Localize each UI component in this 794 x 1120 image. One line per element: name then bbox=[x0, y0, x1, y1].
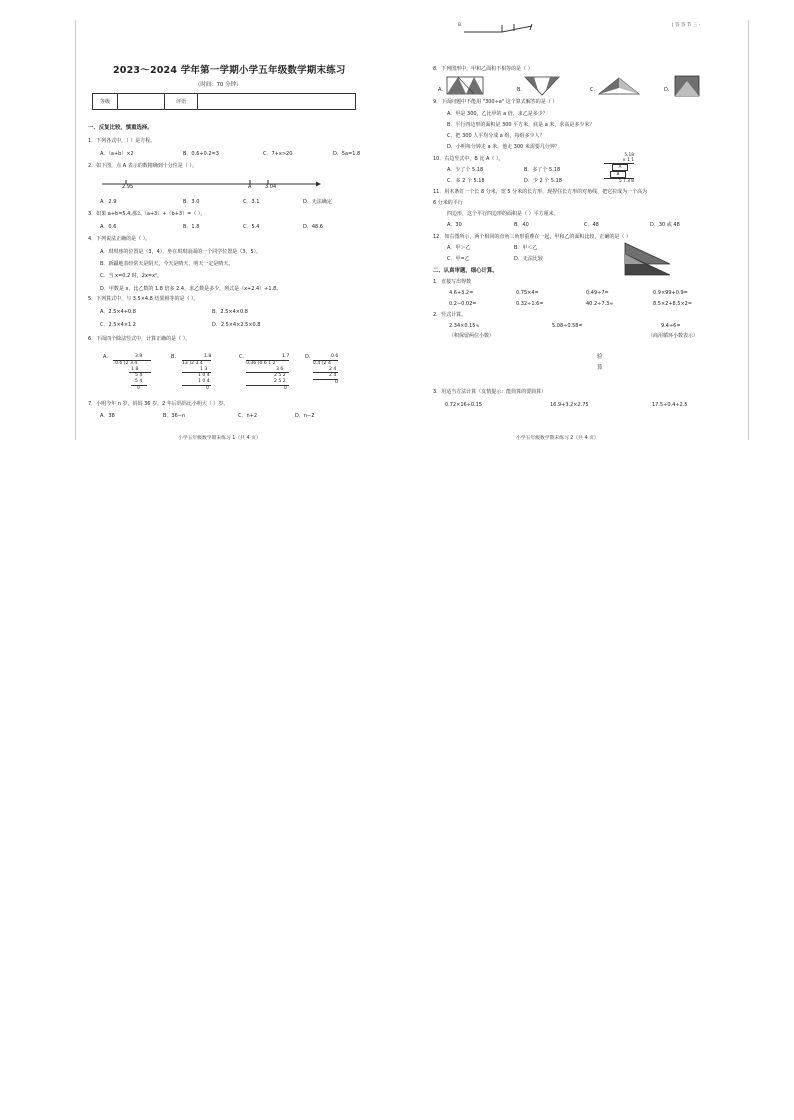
oral-calc-5: 0.2−0.02= bbox=[449, 301, 477, 307]
simplify-calc-2: 16.9+3.2×2.75 bbox=[550, 402, 589, 408]
section2-part3: 3．用适当方法计算（友情提示：能简算的要简算） bbox=[433, 389, 547, 395]
vertical-calc-1: 2.34×0.15≈ bbox=[449, 323, 480, 329]
scan-edge-left bbox=[75, 20, 76, 440]
division-a-line4: 5 4 bbox=[135, 379, 143, 385]
q5-option-d: D．2.5×4×2.5×0.8 bbox=[212, 322, 261, 328]
q8-option-c: C. bbox=[590, 87, 596, 93]
q12-triangles-figure bbox=[624, 242, 672, 276]
q3-option-d: D．48.6 bbox=[303, 224, 323, 230]
division-c-line4: 2 5 2 bbox=[274, 379, 286, 385]
q2-option-a: A．2.9 bbox=[100, 199, 117, 205]
q11-option-c: C．48 bbox=[584, 222, 599, 228]
q5-option-a: A．2.5×4+0.8 bbox=[100, 309, 136, 315]
q7-option-c: C．n+2 bbox=[238, 413, 258, 419]
q3-option-a: A．0.6 bbox=[100, 224, 117, 230]
division-c-line5: 0 bbox=[246, 385, 289, 392]
top-scribble bbox=[462, 22, 542, 39]
oral-calc-8: 8.5×2+8.5×2= bbox=[653, 301, 693, 307]
q11-stem-2: 6 分米的平行 bbox=[433, 200, 463, 206]
q9-option-a: A．甲是 300，乙比甲的 a 倍，求乙是多少？ bbox=[447, 111, 548, 117]
q11-option-d: D．30 或 48 bbox=[650, 222, 680, 228]
division-c-line1: 0.36 )0.6 1 2 bbox=[246, 360, 289, 367]
oral-calc-2: 0.75×4= bbox=[516, 290, 539, 296]
q6-option-a: A. bbox=[103, 354, 108, 360]
q6-option-d: D. bbox=[305, 354, 311, 360]
q5-option-c: C．2.5×4×1.2 bbox=[100, 322, 136, 328]
q1-option-d: D．5a=1.8 bbox=[333, 151, 361, 157]
q12-option-a: A．甲＞乙 bbox=[447, 245, 471, 251]
division-a-line1: 0.6 )2 3.4 bbox=[113, 360, 151, 367]
q8-stem: 8．下列图形中，甲和乙面积不相等的是（ ） bbox=[433, 66, 533, 72]
q9-option-c: C．把 300 人平均分成 a 组，每组多少人？ bbox=[447, 133, 545, 139]
q11-option-b: B．40 bbox=[514, 222, 529, 228]
q8-figure-c bbox=[598, 76, 640, 96]
q8-figure-d bbox=[674, 75, 700, 97]
q7-option-b: B．36−n bbox=[163, 413, 186, 419]
q10-calc-box-a: A bbox=[612, 164, 628, 171]
comment-label: 评语 bbox=[165, 94, 198, 109]
q4-option-d: D．甲数是 x，比乙数的 1.8 倍多 2.4，求乙数是多少，列式是（x+2.4）÷1.8。 bbox=[100, 286, 282, 292]
division-a-line2: 1 8 bbox=[131, 366, 139, 372]
q3-stem: 3．如果 a+b=5.4,那么（a+3）+（b+3）=（ ）。 bbox=[88, 211, 206, 217]
comment-value bbox=[198, 94, 250, 109]
q1-option-b: B．0.6+0.2=3 bbox=[183, 151, 219, 157]
vertical-calc-2: 5.08÷0.58= bbox=[552, 323, 583, 329]
q2-option-b: B．3.0 bbox=[183, 199, 200, 205]
division-c-quotient: 1.7 bbox=[282, 354, 290, 359]
q4-option-b: B．新疆地表经常天是阴天，今天是晴天，明天一定是晴天。 bbox=[100, 261, 234, 267]
check-stamp-1: 验 bbox=[597, 354, 603, 360]
oral-calc-4: 0.9×99+0.9= bbox=[653, 290, 688, 296]
q12-stem: 12．如右图所示，两个相同的直角三角形重叠在一起，甲和乙的面积比较，正确的是（ ） bbox=[433, 234, 631, 240]
grade-table bbox=[92, 93, 356, 110]
q11-stem: 11．用木条钉一个长 8 分米，宽 5 分米的长方形，现捏住长方形的对角线，把它拉成为一个高为 bbox=[433, 189, 648, 195]
q6-option-c: C. bbox=[239, 354, 245, 360]
division-a bbox=[113, 354, 151, 392]
q1-option-c: C．7+x>20 bbox=[263, 151, 293, 157]
q12-option-b: B．甲＜乙 bbox=[514, 245, 538, 251]
grade-label: 等级 bbox=[93, 94, 118, 109]
q3-option-b: B．1.8 bbox=[183, 224, 200, 230]
time-note: （时间：70 分钟） bbox=[195, 82, 242, 88]
q8-option-b: B. bbox=[517, 87, 523, 93]
division-d-line2: 2 4 bbox=[329, 366, 337, 372]
division-b-line5: 0 bbox=[182, 385, 211, 392]
q7-option-a: A．38 bbox=[100, 413, 115, 419]
grade-value bbox=[118, 94, 165, 109]
division-d-line3: 2 4 bbox=[313, 372, 338, 379]
q2-option-d: D．无法确定 bbox=[303, 199, 332, 205]
q9-stem: 9．下面问题中不能用 "300÷a" 这个算式解答的是（ ） bbox=[433, 99, 558, 105]
number-line-left-label: 2.95 bbox=[122, 184, 134, 190]
simplify-calc-3: 17.5÷0.4÷2.5 bbox=[652, 402, 688, 408]
q3-option-c: C．5.4 bbox=[243, 224, 260, 230]
number-line-a-label: A bbox=[248, 184, 252, 190]
footer-left: 小学五年级数学期末练习 1（共 4 页） bbox=[178, 436, 261, 441]
vertical-calc-note-3: （商用循环小数表示） bbox=[648, 333, 699, 339]
oral-calc-6: 0.32÷1.6= bbox=[516, 301, 544, 307]
q1-stem: 1．下列各式中，（ ）是方程。 bbox=[88, 138, 156, 144]
q8-figure-a bbox=[446, 76, 486, 96]
oral-calc-1: 4.6+3.2= bbox=[449, 290, 474, 296]
q8-option-d: D. bbox=[664, 87, 670, 93]
q7-stem: 7．小明今年 n 岁，妈妈 36 岁，2 年后妈妈比小明大（ ）岁。 bbox=[88, 401, 229, 407]
division-c-line2: 3 6 bbox=[276, 366, 284, 372]
division-b-line3: 1 0 4 bbox=[182, 372, 211, 379]
division-b-line2: 1 3 bbox=[200, 366, 208, 372]
q10-vertical-calc bbox=[604, 153, 634, 184]
q10-option-b: B．多了个 5.18 bbox=[524, 167, 561, 173]
q1-option-a: A．（a+b）×2 bbox=[100, 151, 134, 157]
division-d bbox=[313, 354, 338, 386]
section2-title: 二、认真审题，细心计算。 bbox=[433, 268, 498, 274]
q10-option-a: A．少了个 5.18 bbox=[447, 167, 484, 173]
division-d-quotient: 0.6 bbox=[331, 354, 339, 359]
check-stamp-2: 算 bbox=[597, 365, 603, 371]
division-a-line3: 5 4 bbox=[129, 372, 151, 379]
q2-stem: 2．如下图，点 A 表示的数精确到十分位是（ ）。 bbox=[88, 163, 197, 169]
q5-option-b: B．2.5×4×0.8 bbox=[212, 309, 248, 315]
number-line bbox=[100, 175, 322, 191]
q10-calc-multiplier: × 1 1 bbox=[604, 158, 634, 164]
q4-option-a: A．琪琪座的位置是（3，4），坐在琪琪前面的一个同学位置是（3，5）。 bbox=[100, 249, 262, 255]
oral-calc-7: 40.2÷7.3≈ bbox=[586, 301, 614, 307]
q8-option-a: A. bbox=[438, 87, 443, 93]
q10-stem: 10．右边竖式中，B 比 A（ ）。 bbox=[433, 156, 504, 162]
q12-option-d: D．无法比较 bbox=[514, 256, 543, 262]
top-left-marks: B bbox=[458, 23, 462, 28]
q10-calc-multiplicand: 5.18 bbox=[624, 153, 634, 158]
q2-option-c: C．3.1 bbox=[243, 199, 260, 205]
division-a-quotient: 3.9 bbox=[135, 354, 143, 359]
number-line-right-label: 3.04 bbox=[265, 184, 277, 190]
q12-option-c: C．甲=乙 bbox=[447, 256, 470, 262]
q11-option-a: A．30 bbox=[447, 222, 462, 228]
q8-figure-b bbox=[524, 76, 560, 96]
q9-option-b: B．平行四边形的面积是 300 平方米，底是 a 米，求高是多少米？ bbox=[447, 122, 595, 128]
vertical-calc-3: 9.4÷6= bbox=[661, 323, 681, 329]
q10-option-d: D．少 2 个 5.18 bbox=[524, 178, 562, 184]
scan-edge-right bbox=[748, 20, 749, 440]
division-d-line4: 0 bbox=[313, 379, 338, 386]
q4-stem: 4．下列说法正确的是（ ）。 bbox=[88, 236, 151, 242]
section2-part2: 2．竖式计算。 bbox=[433, 312, 467, 318]
q10-calc-result: 5 7.3 8 bbox=[604, 178, 634, 184]
oral-calc-3: 0.49÷7= bbox=[586, 290, 609, 296]
q7-option-d: D．n−2 bbox=[295, 413, 315, 419]
q11-stem-3: 四边形，这个平行四边形的面积是（ ）平方厘米。 bbox=[447, 211, 559, 217]
division-b-quotient: 1.8 bbox=[204, 354, 212, 359]
q9-option-d: D．小明每分钟走 a 米，他走 300 米需要几分钟？ bbox=[447, 144, 560, 150]
division-c bbox=[246, 354, 289, 392]
page-title: 2023～2024 学年第一学期小学五年级数学期末练习 bbox=[113, 65, 346, 76]
q10-option-c: C．多 2 个 5.18 bbox=[447, 178, 485, 184]
division-b bbox=[182, 354, 211, 392]
division-a-line5: 0 bbox=[131, 385, 147, 392]
section2-part1: 1．直接写出得数 bbox=[433, 279, 472, 285]
division-b-line4: 1 0 4 bbox=[198, 379, 210, 385]
q4-option-c: C．当 x=0.2 时，2x=x²。 bbox=[100, 273, 163, 279]
q10-calc-box-b: B bbox=[610, 171, 626, 178]
simplify-calc-1: 0.72×16÷0.15 bbox=[445, 402, 483, 408]
division-c-line3: 2 5 2 bbox=[246, 372, 289, 379]
top-right-marks: | 答 答 节 三 · bbox=[672, 23, 701, 28]
q6-option-b: B. bbox=[171, 354, 177, 360]
division-b-line1: 13 )2 3.4 bbox=[182, 360, 211, 367]
exam-sheet bbox=[0, 0, 794, 460]
section1-title: 一、反复比较，慎重选择。 bbox=[88, 125, 153, 131]
vertical-calc-note-1: （积保留两位小数） bbox=[449, 333, 495, 339]
q6-stem: 6．下面四个除法竖式中，计算正确的是（ ）。 bbox=[88, 336, 191, 342]
division-d-line1: 0.4 )2 4 bbox=[313, 360, 338, 367]
footer-right: 小学五年级数学期末练习 2（共 4 页） bbox=[516, 436, 599, 441]
q5-stem: 5．下列算式中，与 3.5×4.8 结果相等的是（ ）。 bbox=[88, 296, 199, 302]
